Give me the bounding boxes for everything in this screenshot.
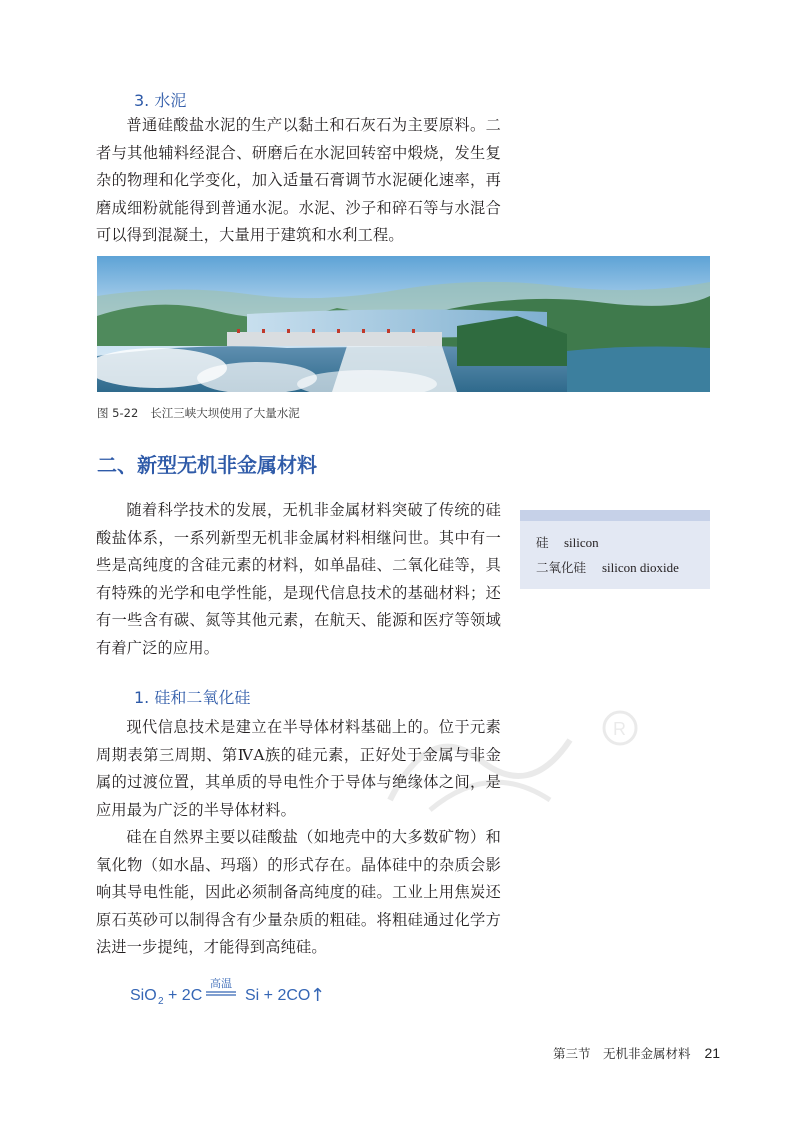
footer-section-title: 第三节 无机非金属材料 [553,1046,691,1061]
cement-paragraph-text: 普通硅酸盐水泥的生产以黏土和石灰石为主要原料。二者与其他辅料经混合、研磨后在水泥回转窑中煅烧，发生复杂的物理和化学变化，加入适量石膏调节水泥硬化速率，再磨成细粉就能得到普通水泥。水泥、沙子和碎石等与水混合可以得到混凝土，大量用于建筑和水利工程。 [96,116,501,244]
reactant-sio2: SiO [130,987,157,1004]
three-gorges-dam-photo [97,256,710,392]
section-heading-new-materials: 二、新型无机非金属材料 [97,453,317,477]
reactant-sio2-subscript: 2 [158,996,164,1007]
glossary-zh: 硅 [536,535,549,550]
section-heading-cement: 3. 水泥 [134,91,187,110]
new-materials-paragraph [96,497,501,662]
glossary-zh: 二氧化硅 [536,560,587,575]
figure-caption [97,405,300,421]
reactant-carbon: + 2C [168,987,203,1004]
gas-arrow-icon: ↑ [310,985,326,1006]
figure-caption-text: 长江三峡大坝使用了大量水泥 [150,406,300,420]
new-materials-paragraph-text: 随着科学技术的发展，无机非金属材料突破了传统的硅酸盐体系，一系列新型无机非金属材料相继问世。其中有一些是高纯度的含硅元素的材料，如单晶硅、二氧化硅等，具有特殊的光学和电学性能，是现代信息技术的基础材料；还有一些含有碳、氮等其他元素，在航天、能源和医疗等领域有着广泛的应用。 [96,501,501,657]
cement-paragraph [96,112,501,250]
silicon-paragraph-2: 硅在自然界主要以硅酸盐（如地壳中的大多数矿物）和氧化物（如水晶、玛瑙）的形式存在。晶体硅中的杂质会影响其导电性能，因此必须制备高纯度的硅。工业上用焦炭还原石英砂可以制得含有少量杂质的粗硅。将粗硅通过化学方法进一步提纯，才能得到高纯硅。 [96,828,501,956]
page-footer [553,1044,720,1062]
figure-number: 图 5-22 [97,406,139,420]
publisher-watermark [370,700,650,830]
reaction-condition: 高温 [210,978,232,990]
page-number: 21 [704,1045,721,1061]
glossary-en: silicon dioxide [602,560,679,575]
chemical-equation [130,978,390,1018]
svg-text:R: R [613,719,626,739]
glossary-en: silicon [564,535,599,550]
glossary-box [520,510,710,589]
glossary-entry-silicon [536,533,599,551]
glossary-entry-silicon-dioxide [536,558,679,576]
products: Si + 2CO [245,987,311,1004]
subsection-heading-silicon: 1. 硅和二氧化硅 [134,688,251,707]
silicon-paragraph-1: 现代信息技术是建立在半导体材料基础上的。位于元素周期表第三周期、第ⅣA族的硅元素，正好处于金属与非金属的过渡位置，其单质的导电性介于导体与绝缘体之间，是应用最为广泛的半导体材料。 [96,718,501,819]
